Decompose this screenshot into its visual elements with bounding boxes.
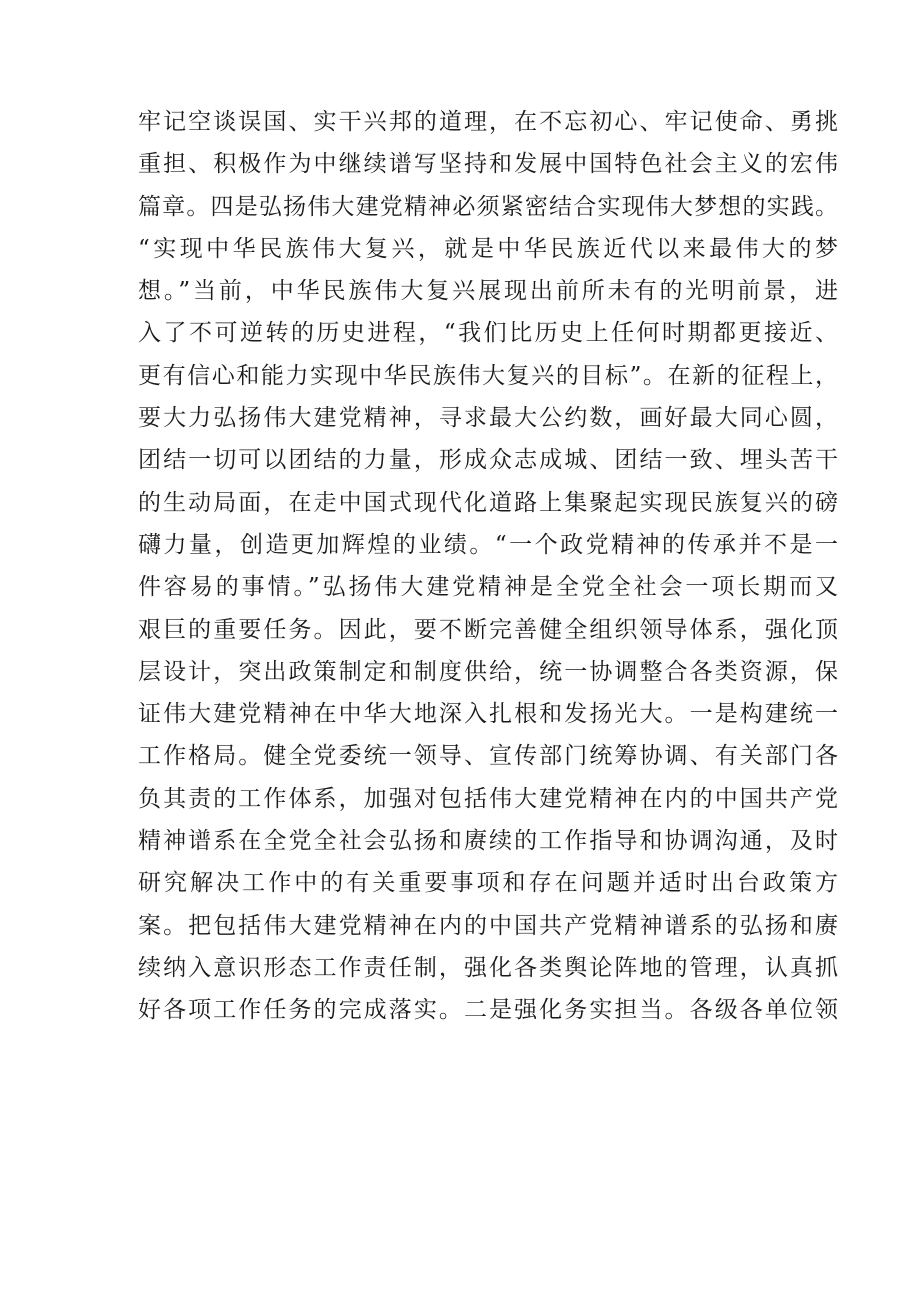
text-line: 好各项工作任务的完成落实。二是强化务实担当。各级各单位领 [138, 997, 838, 1024]
text-line: 礴力量，创造更加辉煌的业绩。“一个政党精神的传承并不是一 [138, 531, 838, 558]
text-line: 更有信心和能力实现中华民族伟大复兴的目标”。在新的征程上， [138, 362, 838, 389]
text-line: 件容易的事情。”弘扬伟大建党精神是全党全社会一项长期而又 [138, 574, 838, 601]
text-line: “实现中华民族伟大复兴，就是中华民族近代以来最伟大的梦 [138, 235, 838, 262]
text-line: 要大力弘扬伟大建党精神，寻求最大公约数，画好最大同心圆， [138, 405, 838, 432]
text-line: 重担、积极作为中继续谱写坚持和发展中国特色社会主义的宏伟 [138, 151, 838, 178]
text-line: 牢记空谈误国、实干兴邦的道理，在不忘初心、牢记使命、勇挑 [138, 109, 838, 135]
text-line: 团结一切可以团结的力量，形成众志成城、团结一致、埋头苦干 [138, 447, 838, 474]
text-line: 负其责的工作体系，加强对包括伟大建党精神在内的中国共产党 [138, 785, 838, 812]
text-line: 精神谱系在全党全社会弘扬和赓续的工作指导和协调沟通，及时 [138, 828, 838, 855]
text-line: 入了不可逆转的历史进程，“我们比历史上任何时期都更接近、 [138, 320, 838, 347]
text-line: 案。把包括伟大建党精神在内的中国共产党精神谱系的弘扬和赓 [138, 912, 838, 939]
text-line: 证伟大建党精神在中华大地深入扎根和发扬光大。一是构建统一 [138, 701, 838, 728]
text-line: 层设计，突出政策制定和制度供给，统一协调整合各类资源，保 [138, 658, 838, 685]
text-line: 艰巨的重要任务。因此，要不断完善健全组织领导体系，强化顶 [138, 616, 838, 643]
text-line: 的生动局面，在走中国式现代化道路上集聚起实现民族复兴的磅 [138, 489, 838, 516]
text-line: 研究解决工作中的有关重要事项和存在问题并适时出台政策方 [138, 870, 838, 897]
text-line: 工作格局。健全党委统一领导、宣传部门统筹协调、有关部门各 [138, 743, 838, 770]
text-line: 续纳入意识形态工作责任制，强化各类舆论阵地的管理，认真抓 [138, 954, 838, 981]
body-text [138, 101, 838, 1032]
text-line: 想。”当前，中华民族伟大复兴展现出前所未有的光明前景，进 [138, 278, 838, 305]
text-line: 篇章。四是弘扬伟大建党精神必须紧密结合实现伟大梦想的实践。 [138, 193, 838, 220]
